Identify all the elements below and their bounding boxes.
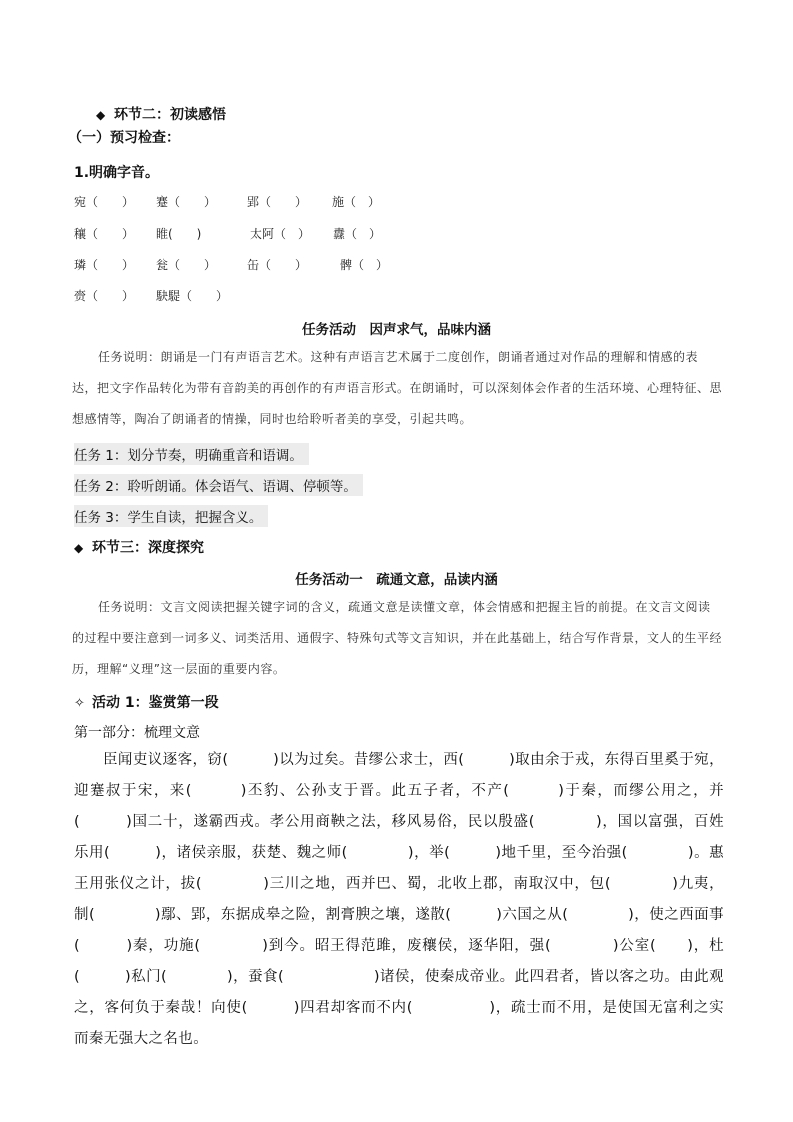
- section-2-heading: [96, 104, 226, 124]
- pinyin-item: 穰（ ）: [74, 227, 135, 241]
- pinyin-item: 駃騠（ ）: [156, 289, 229, 303]
- activity-title: 任务活动 因声求气，品味内涵: [302, 322, 491, 338]
- activity-description: 任务说明：文言文阅读把握关键字词的含义，疏通文意是读懂文章，体会情感和把握主旨的前提。在文言文阅读的过程中要注意到一词多义、词类活用、通假字、特殊句式等文言知识，并在此基础上，结合写作背景，文人的生平经历，理解“义理”这一层面的重要内容。: [72, 600, 723, 676]
- pinyin-item: 蹇（ ）: [156, 195, 217, 209]
- task-item: 任务 1：划分节奏，明确重音和语调。: [74, 443, 309, 465]
- section-3-title: 环节三：深度探究: [92, 540, 204, 556]
- pinyin-item: 宛（ ）: [74, 195, 135, 209]
- section-3-heading: [74, 537, 204, 557]
- preview-check-heading: （一）预习检查：: [68, 130, 180, 146]
- diamond-bullet-icon: ◆: [74, 541, 84, 555]
- classical-passage: 臣闻吏议逐客，窃( )以为过矣。昔缪公求士，西( )取由余于戎，东得百里奚于宛，迎蹇叔于宋，来( )丕豹、公孙支于晋。此五子者，不产( )于秦，而缪公用之，并( )国二十，遂霸西戎。孝公用商鞅之法，移风易俗，民以殷盛( )，国以富强，百姓乐用( )，诸侯亲服，获楚、魏之师( )，举( )地千里，至今治强( )。惠王用张仪之计，拔( )三川之地，西并巴、蜀，北收上郡，南取汉中，包( )九夷，制( )鄢、郢，东据成皋之险，割膏腴之壤，遂散( )六国之从( )，使之西面事( )秦，功施( )到今。昭王得范雎，废穰侯，逐华阳，强( )公室( )，杜( )私门( )，蚕食( )诸侯，使秦成帝业。此四君者，皆以客之功。由此观之，客何负于秦哉！向使( )四君却客而不内( )，疏士而不用，是使国无富利之实而秦无强大之名也。: [74, 752, 724, 1047]
- pinyin-item: 太阿（ ）: [250, 227, 311, 241]
- activity-title: 任务活动一 疏通文意，品读内涵: [295, 572, 498, 588]
- pinyin-item: 郢（ ）: [247, 195, 308, 209]
- pinyin-item: 睢( ): [156, 227, 202, 241]
- pinyin-item: 瓮（ ）: [156, 258, 217, 272]
- pinyin-item: 纛（ ）: [333, 227, 382, 241]
- task-item: 任务 3：学生自读，把握含义。: [74, 505, 268, 527]
- pinyin-item: 施（ ）: [332, 195, 381, 209]
- diamond-bullet-icon: ◆: [96, 108, 106, 122]
- pinyin-item: 缶（ ）: [247, 258, 308, 272]
- section-2-title: 环节二：初读感悟: [114, 107, 226, 123]
- activity-description: 任务说明：朗诵是一门有声语言艺术。这种有声语言艺术属于二度创作，朗诵者通过对作品的理解和情感的表达，把文字作品转化为带有音韵美的再创作的有声语言形式。在朗诵时，可以深刻体会作者的生活环境、心理特征、思想感情等，陶冶了朗诵者的情操，同时也给聆听者美的享受，引起共鸣。: [72, 350, 723, 426]
- sparkle-bullet-icon: ✧: [74, 696, 85, 711]
- part-1-heading: 第一部分：梳理文意: [74, 725, 200, 741]
- pinyin-item: 髀（ ）: [340, 258, 389, 272]
- pinyin-item: 璘（ ）: [74, 258, 135, 272]
- task-item: 任务 2：聆听朗诵。体会语气、语调、停顿等。: [74, 474, 363, 496]
- activity-1-title: 活动 1：鉴赏第一段: [92, 695, 219, 711]
- pronunciation-heading: 1.明确字音。: [74, 165, 160, 181]
- activity-1-heading: [74, 692, 219, 712]
- pinyin-item: 赍（ ）: [74, 289, 135, 303]
